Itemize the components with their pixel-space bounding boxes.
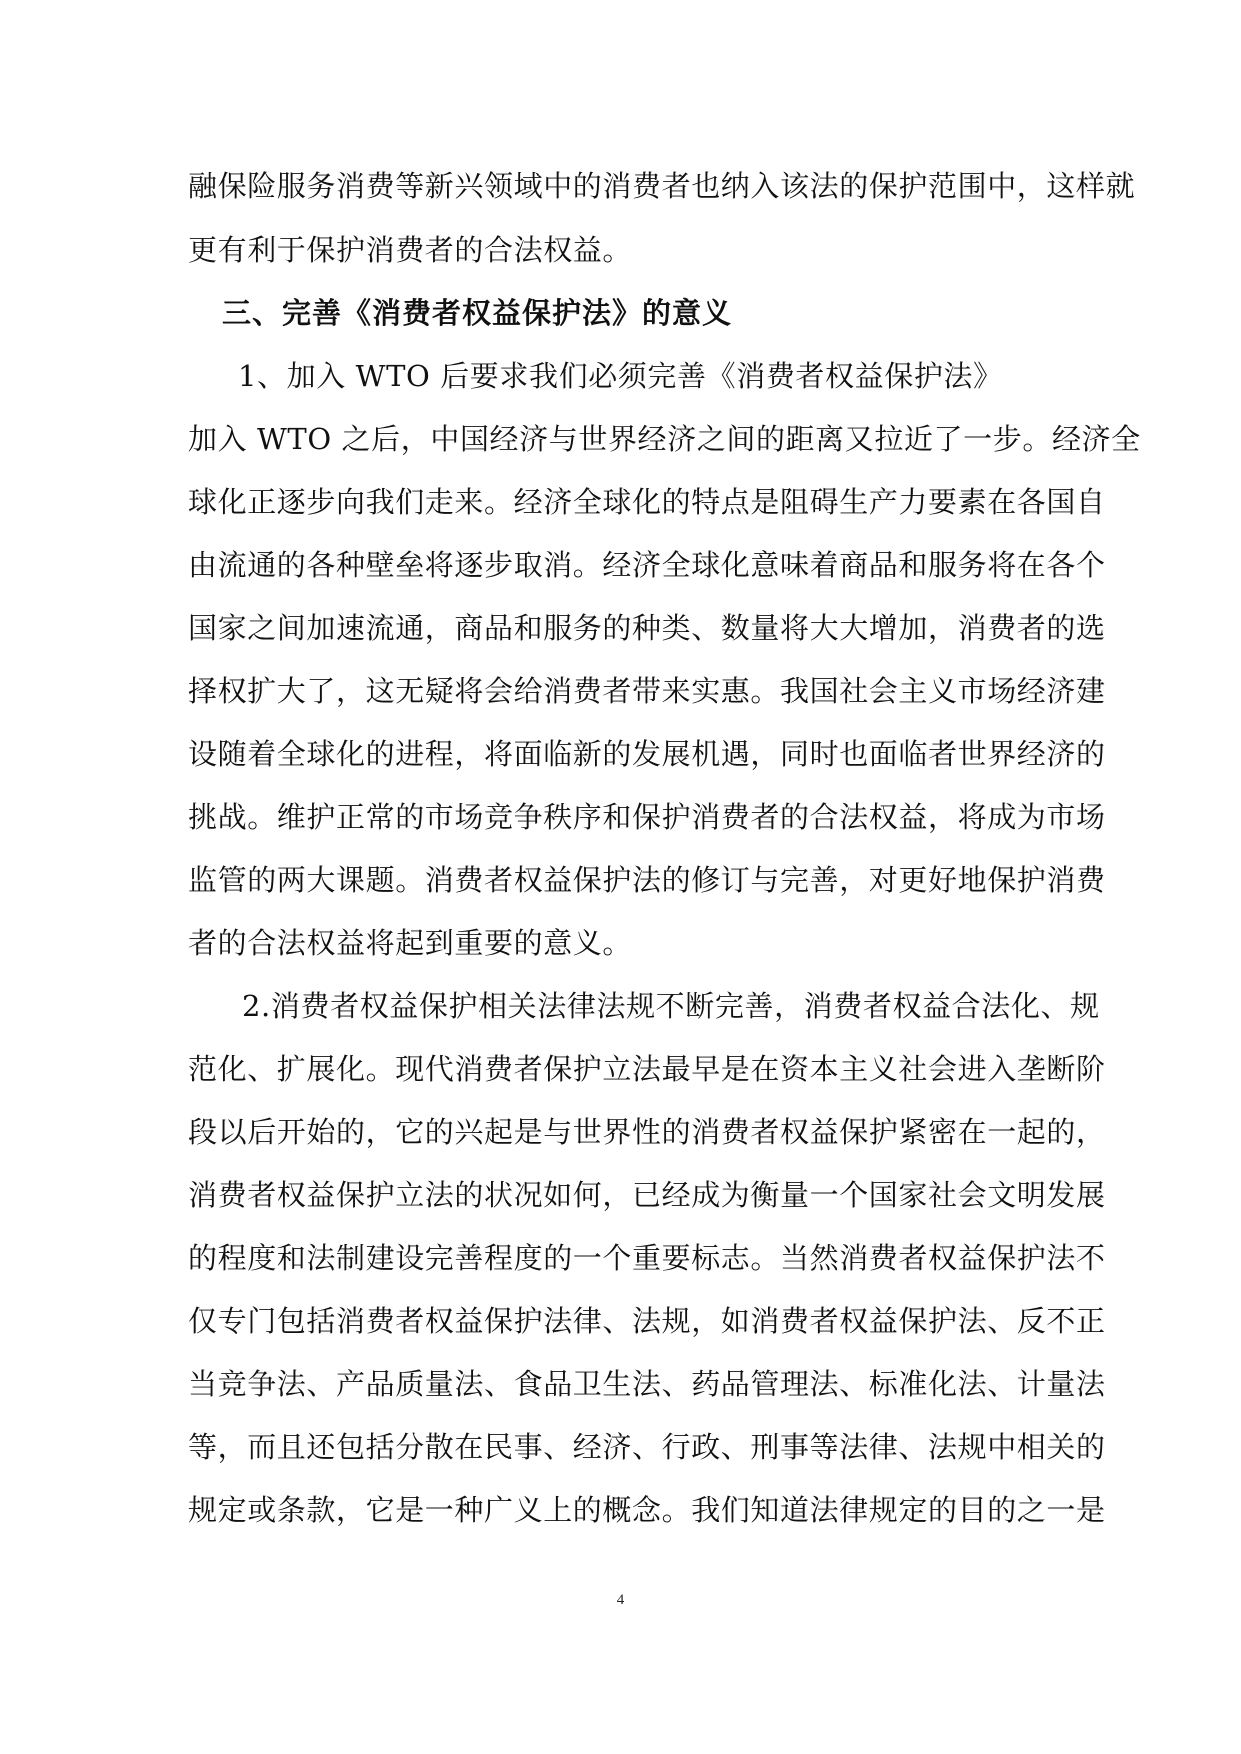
text-line: 国家之间加速流通，商品和服务的种类、数量将大大增加，消费者的选 bbox=[188, 611, 1106, 645]
text-line: 者的合法权益将起到重要的意义。 bbox=[188, 926, 633, 960]
subsection-heading: 1、加入 WTO 后要求我们必须完善《消费者权益保护法》 bbox=[238, 359, 1003, 393]
text-line: 的程度和法制建设完善程度的一个重要标志。当然消费者权益保护法不 bbox=[188, 1241, 1106, 1275]
text-line: 球化正逐步向我们走来。经济全球化的特点是阻碍生产力要素在各国自 bbox=[188, 485, 1106, 519]
text-line: 择权扩大了，这无疑将会给消费者带来实惠。我国社会主义市场经济建 bbox=[188, 674, 1106, 708]
page-number: 4 bbox=[616, 1592, 625, 1608]
text-line: 挑战。维护正常的市场竞争秩序和保护消费者的合法权益，将成为市场 bbox=[188, 800, 1106, 834]
text-line: 由流通的各种壁垒将逐步取消。经济全球化意味着商品和服务将在各个 bbox=[188, 548, 1106, 582]
text-line: 段以后开始的，它的兴起是与世界性的消费者权益保护紧密在一起的， bbox=[188, 1115, 1106, 1149]
text-line: 仅专门包括消费者权益保护法律、法规，如消费者权益保护法、反不正 bbox=[188, 1304, 1106, 1338]
text-line: 等，而且还包括分散在民事、经济、行政、刑事等法律、法规中相关的 bbox=[188, 1430, 1106, 1464]
text-line: 监管的两大课题。消费者权益保护法的修订与完善，对更好地保护消费 bbox=[188, 863, 1106, 897]
section-heading: 三、完善《消费者权益保护法》的意义 bbox=[222, 296, 733, 330]
text-line: 融保险服务消费等新兴领域中的消费者也纳入该法的保护范围中，这样就 bbox=[188, 169, 1136, 203]
subsection-heading: 2.消费者权益保护相关法律法规不断完善，消费者权益合法化、规 bbox=[242, 989, 1100, 1023]
text-line: 设随着全球化的进程，将面临新的发展机遇，同时也面临者世界经济的 bbox=[188, 737, 1106, 771]
text-line: 消费者权益保护立法的状况如何，已经成为衡量一个国家社会文明发展 bbox=[188, 1178, 1106, 1212]
text-line: 当竞争法、产品质量法、食品卫生法、药品管理法、标准化法、计量法 bbox=[188, 1367, 1106, 1401]
text-line: 规定或条款，它是一种广义上的概念。我们知道法律规定的目的之一是 bbox=[188, 1493, 1106, 1527]
text-line: 更有利于保护消费者的合法权益。 bbox=[188, 233, 633, 267]
text-line: 加入 WTO 之后，中国经济与世界经济之间的距离又拉近了一步。经济全 bbox=[188, 422, 1141, 456]
text-line: 范化、扩展化。现代消费者保护立法最早是在资本主义社会进入垄断阶 bbox=[188, 1052, 1106, 1086]
